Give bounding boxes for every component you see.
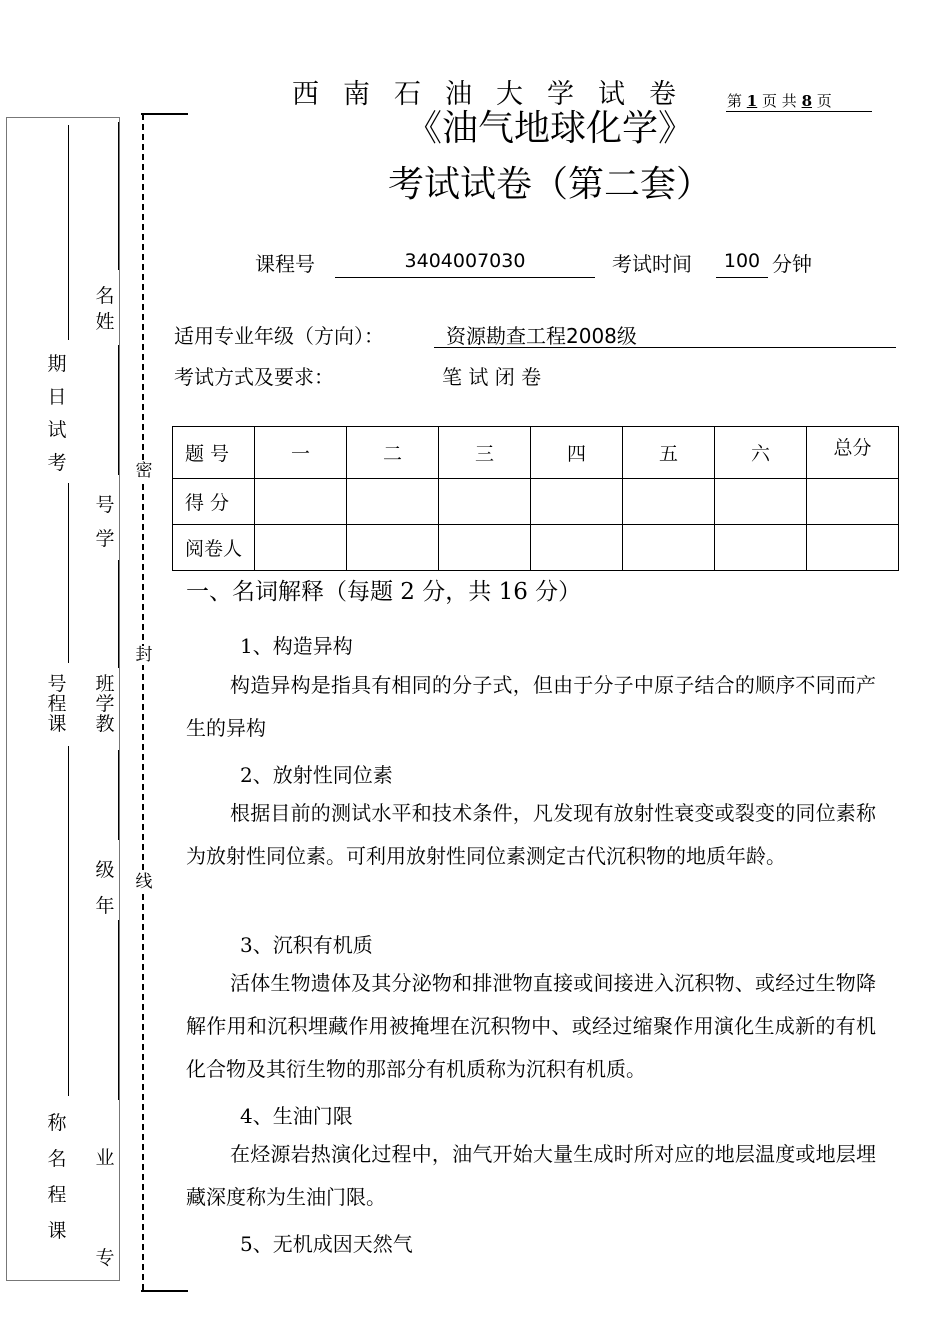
course-code-fill-line (68, 746, 69, 1096)
exam-time-value: 100 (723, 250, 761, 272)
pager-total: 8 (801, 92, 813, 110)
score-cell[interactable] (623, 479, 715, 525)
seal-line-bottom-cap (141, 1290, 188, 1292)
label-student-id: 号学 (95, 494, 115, 550)
course-no-label: 课程号 (255, 252, 315, 276)
grader-cell[interactable] (347, 525, 439, 571)
major-underline (434, 347, 896, 348)
term-1: 1、构造异构 (240, 634, 353, 658)
label-course-code: 号程课 (47, 673, 67, 735)
seal-dashed-line (142, 114, 144, 1290)
label-major: 业专 (95, 1147, 115, 1269)
grader-cell[interactable] (439, 525, 531, 571)
seal-xian: 线 (135, 872, 153, 892)
major-label: 适用专业年级（方向）： (174, 324, 384, 348)
exam-date-fill-top-line (68, 125, 69, 340)
pager-current: 1 (746, 92, 758, 110)
grader-row (173, 525, 899, 571)
exam-subtitle: 考试试卷（第二套） (387, 164, 712, 205)
exam-time-underline (716, 277, 768, 278)
score-row (173, 479, 899, 525)
definition-4: 在烃源岩热演化过程中，油气开始大量生成时所对应的地层温度或地层埋藏深度称为生油门限。 (186, 1142, 876, 1209)
definition-2: 根据目前的测试水平和技术条件，凡发现有放射性衰变或裂变的同位素称为放射性同位素。可利用放射性同位素测定古代沉积物的地质年龄。 (186, 801, 876, 868)
seal-feng: 封 (135, 645, 153, 665)
definition-1: 构造异构是指具有相同的分子式，但由于分子中原子结合的顺序不同而产生的异构 (186, 673, 876, 740)
student-id-fill-line (118, 345, 119, 475)
score-header-q5: 五 (623, 427, 715, 479)
term-5: 5、无机成因天然气 (240, 1232, 413, 1256)
grader-cell[interactable] (807, 525, 899, 571)
school-name: 西南石油大学试卷 (292, 79, 700, 110)
exam-method-label: 考试方式及要求： (174, 365, 334, 389)
section-1-title: 一、名词解释（每题 2 分，共 16 分） (186, 579, 582, 605)
score-cell[interactable] (807, 479, 899, 525)
score-header-q3: 三 (439, 427, 531, 479)
exam-method-value: 笔 试 闭 卷 (442, 365, 542, 389)
score-cell[interactable] (439, 479, 531, 525)
term-2: 2、放射性同位素 (240, 763, 393, 787)
grader-cell[interactable] (623, 525, 715, 571)
score-cell[interactable] (531, 479, 623, 525)
pager-middle: 页 共 (762, 92, 797, 110)
class-fill-line (118, 560, 119, 668)
score-table (172, 426, 899, 571)
label-course-name: 称名程课 (47, 1112, 67, 1242)
label-grade: 级年 (95, 859, 115, 917)
label-name: 名姓 (95, 285, 115, 333)
seal-line-top-cap (141, 113, 188, 115)
grader-cell[interactable] (531, 525, 623, 571)
pager-prefix: 第 (727, 92, 743, 110)
label-exam-date: 期日试考 (47, 353, 67, 474)
grader-row-label: 阅卷人 (173, 525, 255, 571)
course-no-underline (335, 277, 595, 278)
term-4: 4、生油门限 (240, 1104, 353, 1128)
exam-time-label: 考试时间 (612, 252, 692, 276)
label-class: 班学教 (95, 673, 115, 735)
exam-date-fill-line (68, 483, 69, 663)
score-header-total: 总分 (807, 427, 899, 479)
score-header-q2: 二 (347, 427, 439, 479)
score-cell[interactable] (715, 479, 807, 525)
grader-cell[interactable] (715, 525, 807, 571)
score-header-q6: 六 (715, 427, 807, 479)
major-value: 资源勘查工程2008级 (446, 324, 637, 348)
seal-mi: 密 (135, 461, 153, 481)
major-fill-line (118, 920, 119, 1100)
grade-fill-line (118, 750, 119, 840)
pager-suffix: 页 (816, 92, 832, 110)
score-header-label: 题 号 (173, 427, 255, 479)
name-fill-line (118, 122, 119, 270)
grader-cell[interactable] (255, 525, 347, 571)
course-no-value: 3404007030 (404, 250, 526, 272)
score-header-row (173, 427, 899, 479)
score-cell[interactable] (255, 479, 347, 525)
score-row-label: 得 分 (173, 479, 255, 525)
definition-3: 活体生物遗体及其分泌物和排泄物直接或间接进入沉积物、或经过生物降解作用和沉积埋藏作用被掩埋在沉积物中、或经过缩聚作用演化生成新的有机化合物及其衍生物的那部分有机质称为沉积有机质。 (186, 971, 876, 1081)
exam-title: 《油气地球化学》 (405, 108, 694, 149)
term-3: 3、沉积有机质 (240, 933, 373, 957)
exam-time-unit: 分钟 (772, 252, 812, 276)
score-header-q1: 一 (255, 427, 347, 479)
score-header-q4: 四 (531, 427, 623, 479)
score-cell[interactable] (347, 479, 439, 525)
